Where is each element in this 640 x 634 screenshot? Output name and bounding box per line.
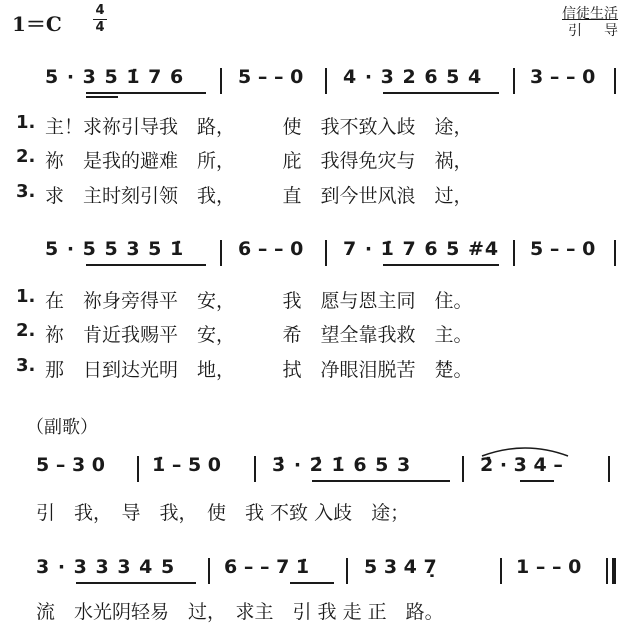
- measure-12: 2̇ · 3 4 –: [480, 454, 563, 476]
- measure-7: 7 · 1̇ 7 6 5 #4: [343, 238, 500, 260]
- measure-4: 3 – – 0: [530, 66, 596, 88]
- credit-line2: 引导: [568, 23, 640, 39]
- measure-3: 4 · 3 2 6 5 4: [343, 66, 483, 88]
- lyric-row-2: 2. 祢 是我的避难 所， 庇 我得免灾与 祸，: [16, 146, 473, 172]
- measure-16: 1 – – 0: [516, 556, 582, 578]
- notation-line-4: [0, 556, 632, 590]
- chorus-label: （副歌）: [26, 417, 98, 438]
- lyric-row-5: 2. 祢 肯近我赐平 安， 希 望全靠我救 主。: [16, 320, 473, 346]
- measure-5: 5 · 5 5 3 5 1̇: [45, 238, 185, 260]
- key-signature: 1＝C: [12, 12, 62, 36]
- measure-6: 6 – – 0: [238, 238, 304, 260]
- notation-line-1: [0, 66, 632, 100]
- meter-bottom: 4: [95, 20, 105, 35]
- lyric-row-6: 3. 那 日到达光明 地， 拭 净眼泪脱苦 楚。: [16, 355, 473, 381]
- tie-arc: [480, 444, 570, 458]
- notation-line-3: [0, 454, 632, 488]
- notation-line-2: [0, 238, 632, 272]
- measure-2: 5 – – 0: [238, 66, 304, 88]
- lyric-row-8: 流 水光阴轻易 过， 求主 引 我 走 正 路。: [36, 601, 444, 623]
- measure-8: 5 – – 0: [530, 238, 596, 260]
- measure-13: 3 · 3 3 3 4 5: [36, 556, 176, 578]
- measure-1: 5 · 3 5 1̇ 7 6: [45, 66, 185, 88]
- measure-11: 3̇ · 2̇ 1̇ 6 5 3: [272, 454, 412, 476]
- measure-14: 6 – – 7 1̇: [224, 556, 310, 578]
- meter-top: 4: [95, 3, 105, 18]
- time-signature: [93, 4, 107, 35]
- credit-line1: 信徒生活: [562, 6, 618, 22]
- lyric-row-1: 1. 主！求祢引导我 路， 使 我不致入歧 途，: [16, 112, 473, 138]
- credit: [562, 6, 640, 40]
- measure-9: 5 – 3 0: [36, 454, 106, 476]
- measure-15: 5 3 4 7̣: [364, 556, 437, 578]
- lyric-row-3: 3. 求 主时刻引领 我， 直 到今世风浪 过，: [16, 181, 473, 207]
- lyric-row-4: 1. 在 祢身旁得平 安， 我 愿与恩主同 住。: [16, 286, 473, 312]
- lyric-row-7: 引 我， 导 我， 使 我 不致 入歧 途；: [36, 502, 410, 524]
- measure-10: 1̇ – 5 0: [152, 454, 222, 476]
